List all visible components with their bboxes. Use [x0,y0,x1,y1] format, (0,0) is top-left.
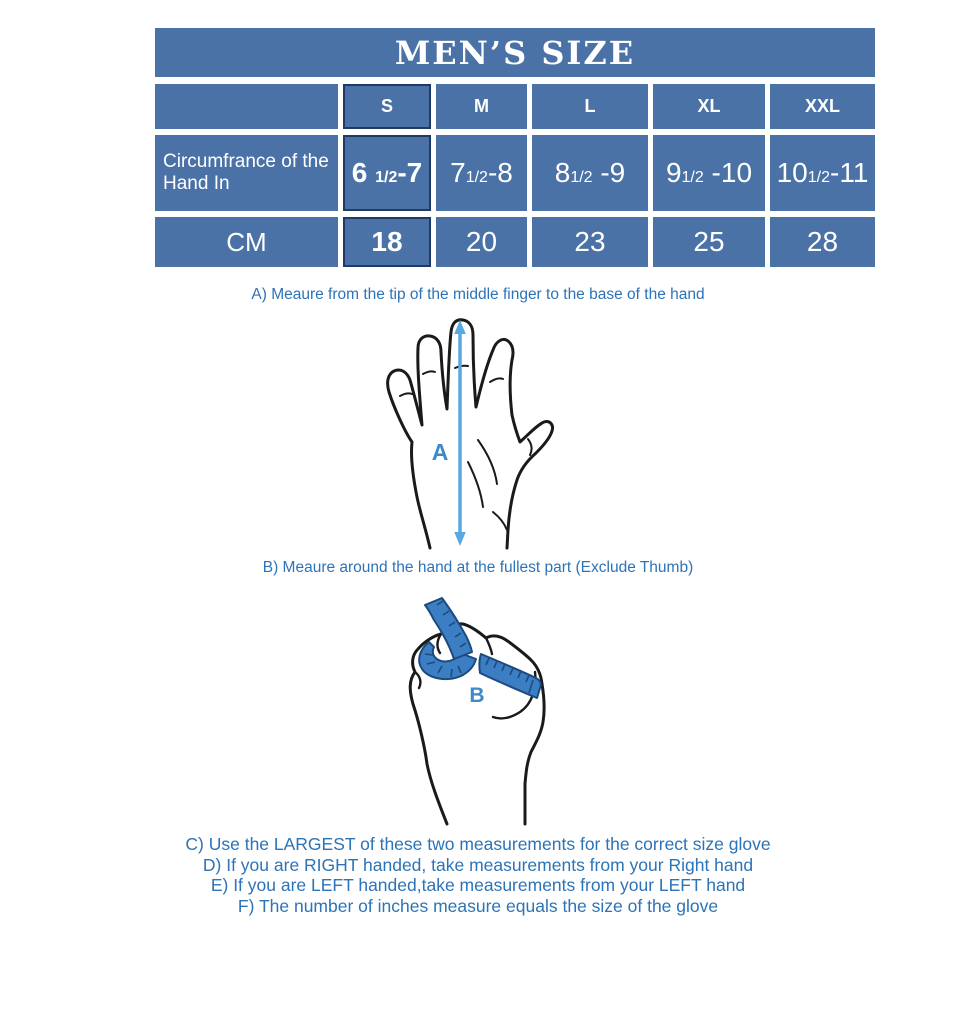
size-header-s: S [343,84,431,129]
instruction-d: D) If you are RIGHT handed, take measurements from your Right hand [202,854,754,875]
inch-value: 91/2 -10 [665,157,753,188]
fist-measure-label: B [469,684,485,707]
inch-row-label: Circumfrance of the Hand In [155,135,338,211]
fist-measure-figure [385,592,600,830]
instruction-a: A) Meaure from the tip of the middle finger to the base of the hand [251,286,705,303]
inch-cell-xxl [770,135,875,211]
instruction-f: F) The number of inches measure equals the size of the glove [237,895,719,916]
hand-measure-label: A [431,439,449,465]
cm-cell-xl: 25 [653,217,765,267]
size-header-m: M [436,84,527,129]
inch-cell-l [532,135,648,211]
table-title: MEN’S SIZE [155,28,875,77]
inch-cell-m [436,135,527,211]
instruction-e: E) If you are LEFT handed,take measurements from your LEFT hand [210,875,746,896]
instruction-b: B) Meaure around the hand at the fullest part (Exclude Thumb) [262,559,694,576]
corner-cell [155,84,338,129]
cm-cell-s: 18 [343,217,431,267]
inch-value: 101/2-11 [776,157,869,188]
size-header-xxl: XXL [770,84,875,129]
inch-cell-xl [653,135,765,211]
inch-value: 6 1/2-7 [351,157,423,188]
inch-cell-s [343,135,431,211]
inch-value: 81/2 -9 [554,157,626,188]
hand-measure-figure [360,312,600,550]
cm-cell-xxl: 28 [770,217,875,267]
cm-row-label: CM [155,217,338,267]
inch-value: 71/2-8 [450,157,513,188]
size-grid [155,84,875,267]
size-header-l: L [532,84,648,129]
cm-cell-m: 20 [436,217,527,267]
instructions-bottom [0,834,956,916]
mens-size-table [155,28,875,267]
size-header-xl: XL [653,84,765,129]
instruction-c: C) Use the LARGEST of these two measurements for the correct size glove [185,834,771,854]
hand-outline [388,320,553,548]
cm-cell-l: 23 [532,217,648,267]
